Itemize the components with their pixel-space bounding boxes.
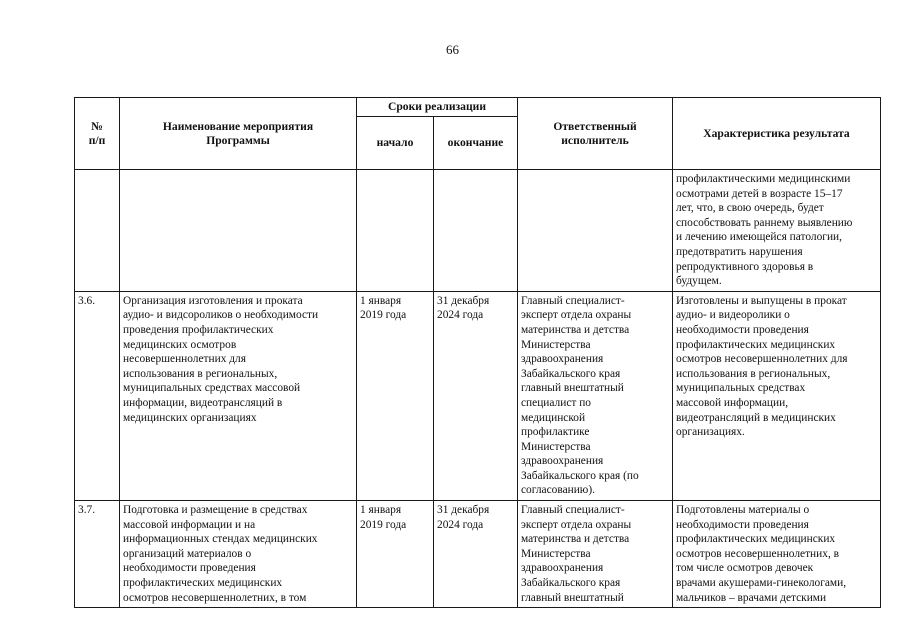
row-end <box>434 170 518 292</box>
row-responsible: Главный специалист- эксперт отдела охраны материнства и детства Министерства здравоохранения Забайкальского края главный внештатный специалист по медицинской профилактике Министерства здравоохранения Забайкальского края (по согласованию). <box>518 291 673 500</box>
row-end: 31 декабря 2024 года <box>434 501 518 608</box>
row-start <box>357 170 434 292</box>
header-result: Характеристика результата <box>673 98 881 170</box>
header-name: Наименование мероприятия Программы <box>120 98 357 170</box>
row-result: Изготовлены и выпущены в прокат аудио- и видеоролики о необходимости проведения профилактических медицинских осмотров несовершеннолетних для использования в региональных, муниципальных средствах массовой информации, видеотрансляций в медицинских организациях. <box>673 291 881 500</box>
header-start: начало <box>357 117 434 170</box>
row-name: Подготовка и размещение в средствах массовой информации и на информационных стендах медицинских организаций материалов о необходимости проведения профилактических медицинских осмотров несовершеннолетних, в том <box>120 501 357 608</box>
header-num: № п/п <box>75 98 120 170</box>
row-num: 3.6. <box>75 291 120 500</box>
table-row <box>75 291 881 500</box>
page-number: 66 <box>446 42 459 57</box>
table-row <box>75 501 881 608</box>
header-row <box>75 98 881 117</box>
header-responsible: Ответственный исполнитель <box>518 98 673 170</box>
row-name <box>120 170 357 292</box>
row-result: Подготовлены материалы о необходимости проведения профилактических медицинских осмотров несовершеннолетних, в том числе осмотров девочек врачами акушерами-гинекологами, мальчиков – врачами детскими <box>673 501 881 608</box>
row-result: профилактическими медицинскими осмотрами детей в возрасте 15–17 лет, что, в свою очередь, будет способствовать раннему выявлению и лечению имеющейся патологии, предотвратить нарушения репродуктивного здоровья в будущем. <box>673 170 881 292</box>
row-start: 1 января 2019 года <box>357 501 434 608</box>
program-table <box>74 97 881 608</box>
header-terms: Сроки реализации <box>357 98 518 117</box>
row-name: Организация изготовления и проката аудио- и видсороликов о необходимости проведения профилактических медицинских осмотров несовершеннолетних для использования в региональных, муниципальных средствах массовой информации, видеотрансляций в медицинских организациях <box>120 291 357 500</box>
row-responsible <box>518 170 673 292</box>
row-responsible: Главный специалист- эксперт отдела охраны материнства и детства Министерства здравоохранения Забайкальского края главный внештатный <box>518 501 673 608</box>
row-end: 31 декабря 2024 года <box>434 291 518 500</box>
row-start: 1 января 2019 года <box>357 291 434 500</box>
row-num <box>75 170 120 292</box>
table-row <box>75 170 881 292</box>
header-end: окончание <box>434 117 518 170</box>
row-num: 3.7. <box>75 501 120 608</box>
